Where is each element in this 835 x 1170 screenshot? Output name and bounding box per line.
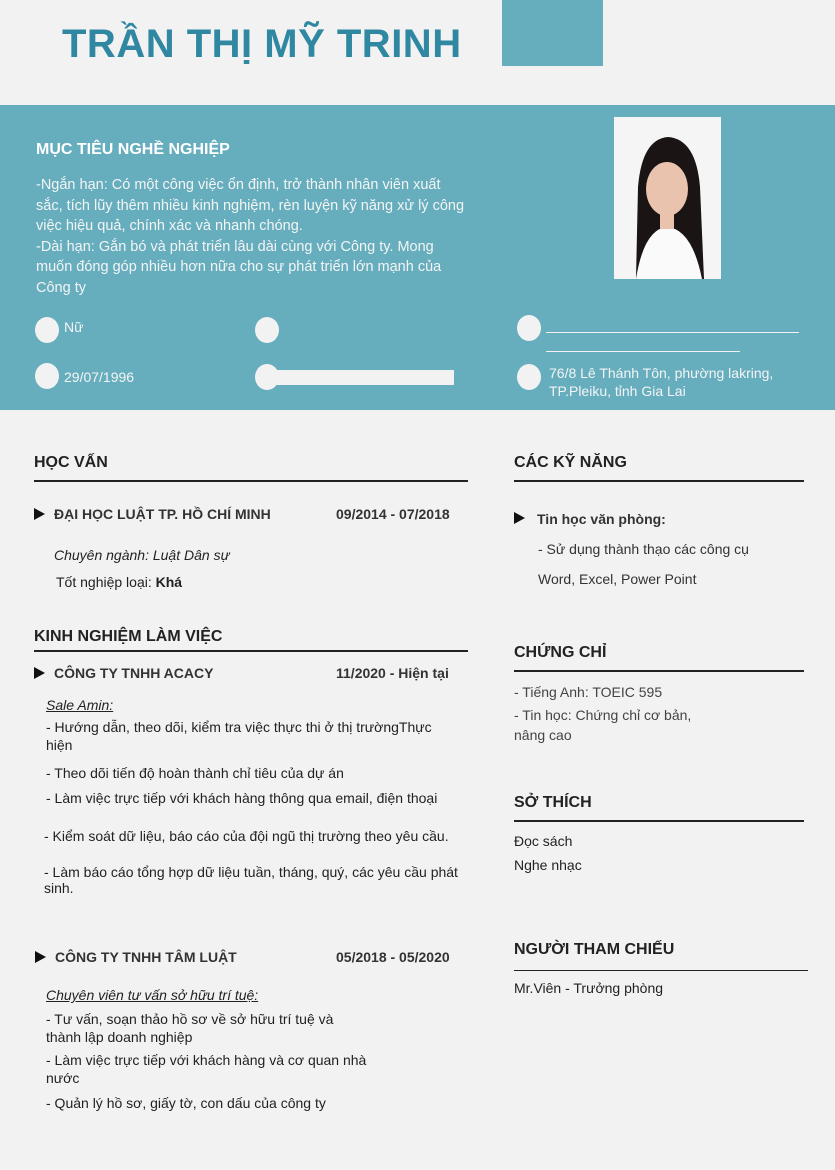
job-task: - Làm việc trực tiếp với khách hàng thông qua email, điện thoại xyxy=(46,790,438,806)
divider xyxy=(514,480,804,482)
education-period: 09/2014 - 07/2018 xyxy=(336,506,450,522)
divider xyxy=(514,820,804,822)
divider xyxy=(34,480,468,482)
job-period: 11/2020 - Hiện tại xyxy=(336,665,449,681)
phone-icon xyxy=(255,317,279,343)
objective-text xyxy=(36,175,466,298)
hobby-item: Đọc sách xyxy=(514,833,573,849)
divider xyxy=(34,650,468,652)
bullet-icon xyxy=(34,667,45,679)
address: 76/8 Lê Thánh Tôn, phường lakring, TP.Pleiku, tỉnh Gia Lai xyxy=(549,365,774,399)
school-name: ĐẠI HỌC LUẬT TP. HỒ CHÍ MINH xyxy=(54,506,271,522)
certificate-item: - Tin học: Chứng chỉ cơ bản, nâng cao xyxy=(514,707,692,743)
job-task: - Làm việc trực tiếp với khách hàng và cơ quan nhà nước xyxy=(46,1052,367,1086)
decor-block xyxy=(502,0,603,66)
job-task: - Quản lý hồ sơ, giấy tờ, con dấu của công ty xyxy=(46,1095,326,1111)
profile-photo xyxy=(614,117,721,279)
grade-label: Tốt nghiệp loại: xyxy=(56,574,152,590)
email-redacted xyxy=(265,370,454,385)
job-company: CÔNG TY TNHH TÂM LUẬT xyxy=(55,949,237,965)
bullet-icon xyxy=(34,508,45,520)
reference-item: Mr.Viên - Trưởng phòng xyxy=(514,980,664,996)
grade xyxy=(56,573,182,591)
skills-title: CÁC KỸ NĂNG xyxy=(514,454,627,471)
objective-long: -Dài hạn: Gắn bó và phát triển lâu dài cùng với Công ty. Mong muốn đóng góp nhiều hơn nữa cho sự phát triển lớn mạnh của Công ty xyxy=(36,238,442,296)
job-role: Chuyên viên tư vấn sở hữu trí tuệ: xyxy=(46,987,259,1003)
skill-name: Tin học văn phòng: xyxy=(537,511,666,527)
header-band xyxy=(0,105,835,410)
link-line xyxy=(546,332,799,333)
divider xyxy=(514,670,804,672)
job-task: - Tư vấn, soạn thảo hồ sơ về sở hữu trí tuệ và thành lập doanh nghiệp xyxy=(46,1011,334,1045)
gender-icon xyxy=(35,317,59,343)
candidate-name: TRẦN THỊ MỸ TRINH xyxy=(62,22,462,66)
divider xyxy=(514,970,808,971)
job-company: CÔNG TY TNHH ACACY xyxy=(54,665,214,681)
location-icon xyxy=(517,364,541,390)
references-title: NGƯỜI THAM CHIẾU xyxy=(514,941,675,958)
job-task: - Làm báo cáo tổng hợp dữ liệu tuần, tháng, quý, các yêu cầu phát sinh. xyxy=(44,864,458,896)
hobbies-title: SỞ THÍCH xyxy=(514,794,592,811)
objective-short: -Ngắn hạn: Có một công việc ổn định, trở thành nhân viên xuất sắc, tích lũy thêm nhiều kinh nghiệm, rèn luyện kỹ năng xử lý công việc hiệu quả, chính xác và nhanh chóng. xyxy=(36,177,465,234)
bullet-icon xyxy=(514,512,525,524)
job-task: - Hướng dẫn, theo dõi, kiểm tra việc thực thi ở thị trườngThực hiện xyxy=(46,719,432,753)
job-task: - Kiểm soát dữ liệu, báo cáo của đội ngũ thị trường theo yêu cầu. xyxy=(44,828,449,844)
certificate-item: - Tiếng Anh: TOEIC 595 xyxy=(514,684,663,700)
link-icon xyxy=(517,315,541,341)
certificates-title: CHỨNG CHỈ xyxy=(514,644,607,661)
major: Chuyên ngành: Luật Dân sự xyxy=(54,547,230,563)
link-line-2 xyxy=(546,351,740,352)
grade-value: Khá xyxy=(155,574,183,590)
bullet-icon xyxy=(35,951,46,963)
birthday-icon xyxy=(35,363,59,389)
education-title: HỌC VẤN xyxy=(34,454,108,471)
hobby-item: Nghe nhạc xyxy=(514,857,582,873)
objective-title: MỤC TIÊU NGHỀ NGHIỆP xyxy=(36,141,230,158)
date-of-birth: 29/07/1996 xyxy=(64,369,135,385)
skill-detail-2: Word, Excel, Power Point xyxy=(538,571,697,587)
job-role: Sale Amin: xyxy=(46,697,114,713)
job-period: 05/2018 - 05/2020 xyxy=(336,949,450,965)
job-task: - Theo dõi tiến độ hoàn thành chỉ tiêu của dự án xyxy=(46,765,344,781)
skill-detail: - Sử dụng thành thạo các công cụ xyxy=(538,541,749,557)
gender: Nữ xyxy=(64,319,84,335)
experience-title: KINH NGHIỆM LÀM VIỆC xyxy=(34,628,223,645)
